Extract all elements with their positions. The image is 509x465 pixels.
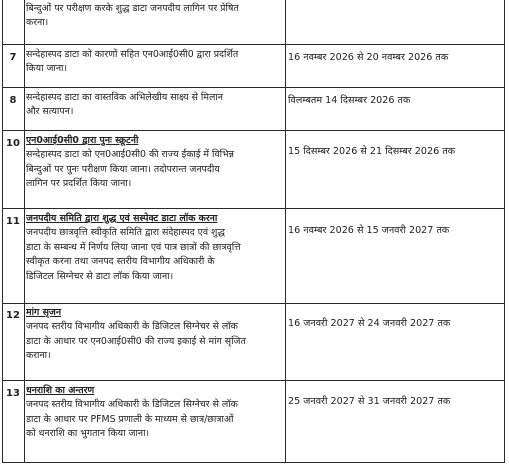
row-date: 25 जनवरी 2027 से 31 जनवरी 2027 तक (288, 396, 451, 407)
row-date: 15 दिसम्बर 2026 से 21 दिसम्बर 2026 तक (288, 146, 456, 157)
row-heading: मांग सृजन (26, 307, 62, 318)
description-line: को धनराशि का भुगतान किया जाना। (26, 428, 150, 440)
row-heading: एन0आई0सी0 द्वारा पुनः स्क्रूटनी (26, 135, 139, 146)
row-heading: धनराशि का अन्तरण (26, 385, 95, 396)
row-divider (2, 380, 505, 381)
description-line: स्वीकृत करना तथा जनपद स्तरीय विभागीय अधिकारी के (26, 256, 215, 268)
column-divider-2 (285, 0, 286, 463)
row-heading: जनपदीय समिति द्वारा शुद्ध एवं सस्पेक्ट डाटा लॉक करना (26, 213, 218, 224)
description-line: कराना। (26, 350, 51, 362)
description-line: लागिन पर प्रदर्शित किया जाना। (26, 178, 132, 190)
row-description (26, 2, 283, 31)
schedule-table (2, 0, 505, 463)
row-number: 8 (9, 95, 17, 106)
description-line: किया जाना। (26, 63, 68, 75)
row-description (26, 212, 283, 284)
row-description (26, 48, 283, 77)
row-divider (2, 44, 505, 45)
row-divider (2, 208, 505, 209)
row-date: विलम्बतम 14 दिसम्बर 2026 तक (288, 95, 411, 106)
row-number: 11 (6, 216, 20, 227)
row-divider (2, 303, 505, 304)
description-line: और सत्यापन। (26, 106, 74, 118)
row-date: 16 नवम्बर 2026 से 20 नवम्बर 2026 तक (288, 52, 449, 63)
description-line: डाटा के आधार पर एन0आई0सी0 की राज्य इकाई से मांग सृजित (26, 335, 246, 347)
description-line: सन्देहास्पद डाटा को एन0आई0सी0 की राज्य ईकाई में विभिन्न (26, 149, 235, 161)
description-line: डाटा के सम्बन्ध में निर्णय लिया जाना एवं पात्र छात्रों की छात्रवृत्ति (26, 241, 241, 253)
description-line: जनपद स्तरीय विभागीय अधिकारी के डिजिटल सिग्नेचर से लॉक (26, 321, 238, 333)
row-description (26, 384, 283, 442)
row-divider (2, 130, 505, 131)
table-border-right (504, 0, 505, 463)
table-border-bottom (2, 462, 505, 463)
row-description (26, 306, 283, 364)
description-line: सन्देहास्पद डाटा को कारणों सहित एन0आई0सी0 द्वारा प्रदर्शित (26, 49, 239, 60)
description-line: जनपद स्तरीय विभागीय अधिकारी के डिजिटल सिग्नेचर से लॉक (26, 399, 238, 411)
row-date: 16 नवम्बर 2026 से 15 जनवरी 2027 तक (288, 225, 450, 236)
description-line: जनपदीय छात्रवृत्ति स्वीकृति समिति द्वारा संदेहास्पद एवं शुद्ध (26, 227, 225, 239)
row-number: 10 (6, 138, 20, 149)
description-line: डाटा के आधार पर PFMS प्रणाली के माध्यम से छात्र/छात्राओं (26, 413, 234, 425)
row-description (26, 134, 283, 192)
row-description (26, 91, 283, 120)
row-number: 13 (6, 388, 20, 399)
row-number: 12 (6, 310, 20, 321)
description-line: बिन्दुओं पर परीक्षण करके शुद्ध डाटा जनपदीय लागिन पर प्रेषित (26, 3, 239, 14)
description-line: सन्देहास्पद डाटा का वास्तविक अभिलेखीय साक्ष्य से मिलान (26, 92, 223, 103)
row-number: 7 (9, 52, 17, 63)
row-divider (2, 87, 505, 88)
description-line: डिजिटल सिग्नेचर से डाटा लॉक किया जाना। (26, 270, 174, 282)
description-line: करना। (26, 17, 49, 29)
description-line: बिन्दुओं पर पुनः परीक्षण किया जाना। तदोपरान्त जनपदीय (26, 163, 220, 175)
column-divider-1 (24, 0, 25, 463)
row-date: 16 जनवरी 2027 से 24 जनवरी 2027 तक (288, 318, 451, 329)
